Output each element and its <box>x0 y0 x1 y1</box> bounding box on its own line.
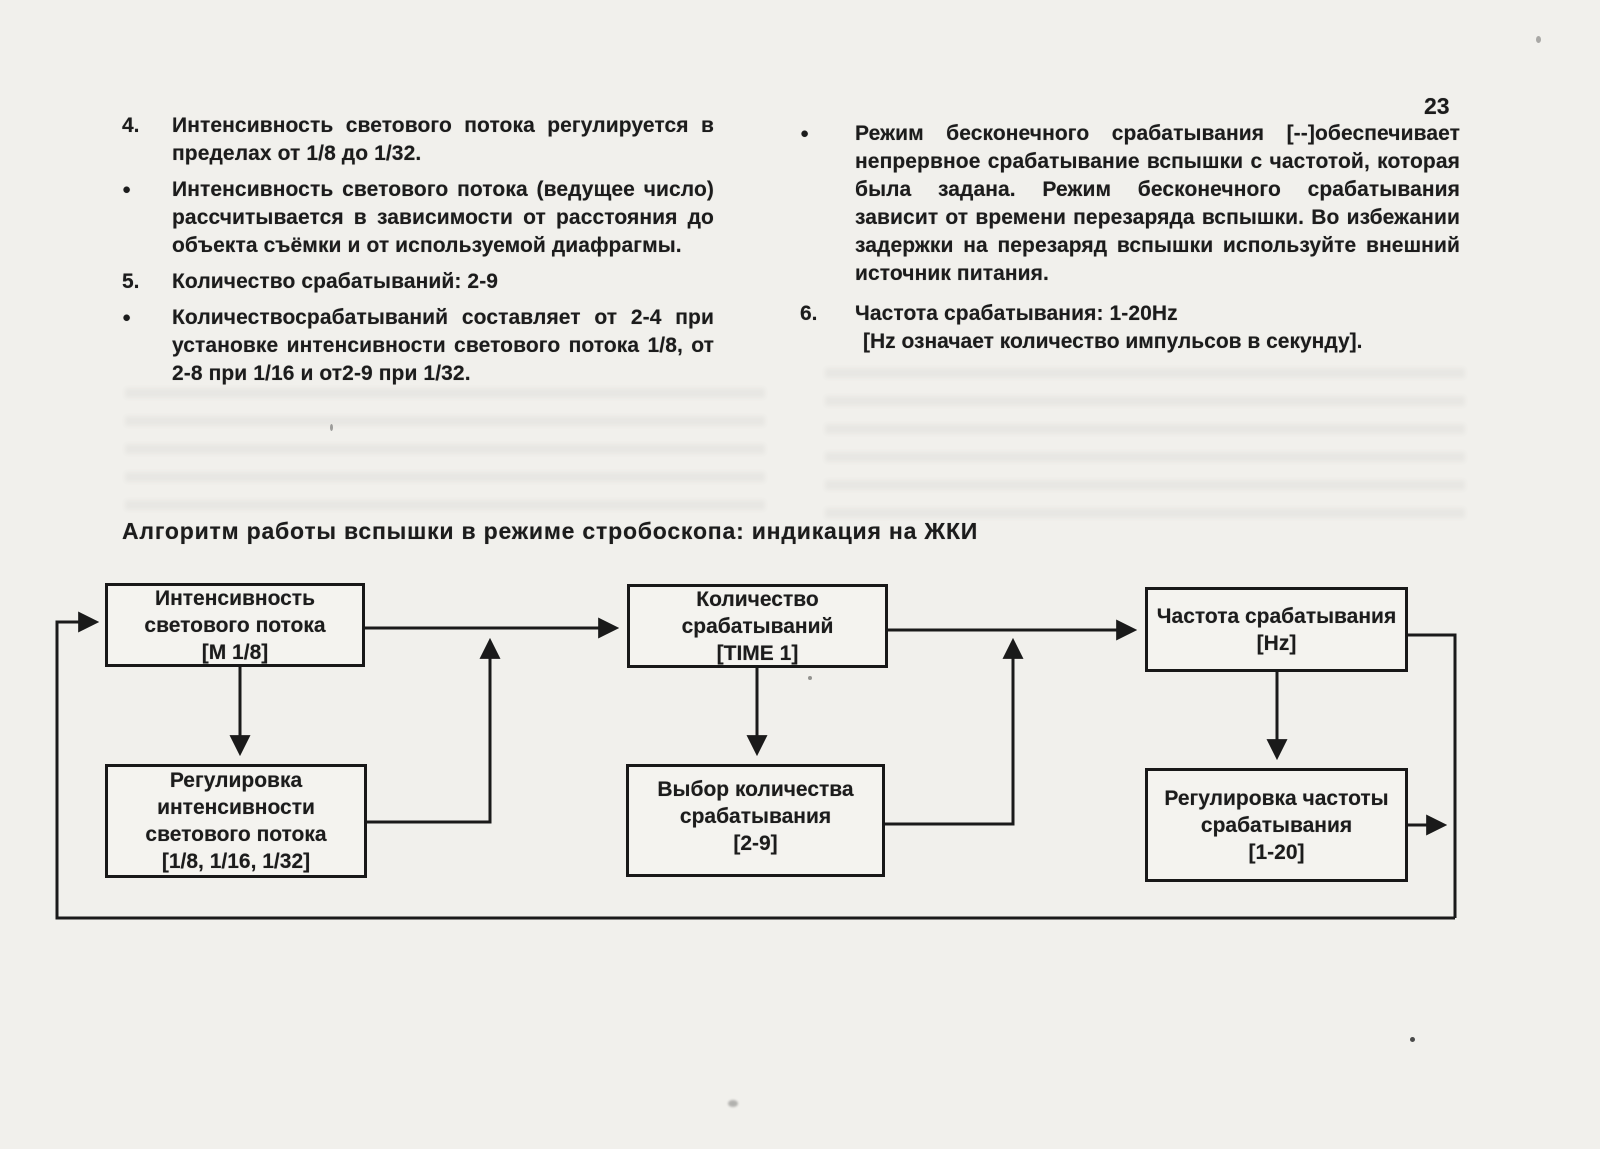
flow-box-line: [1-20] <box>1248 840 1305 864</box>
flow-box-line: Выбор количества <box>657 778 854 801</box>
flow-box-line: срабатывания <box>679 805 832 828</box>
flow-box-line: светового потока <box>144 613 326 637</box>
item-number: 4. <box>122 114 140 137</box>
item-subtext: [Hz означает количество импульсов в секунду]. <box>863 330 1363 353</box>
flow-box-line: срабатываний <box>681 614 834 638</box>
flow-box-line: интенсивности <box>157 796 315 819</box>
flow-box-line: [M 1/8] <box>201 640 269 664</box>
flow-box-line: [1/8, 1/16, 1/32] <box>161 850 311 873</box>
item-number: 5. <box>122 270 140 293</box>
flow-box-intensity <box>105 583 365 667</box>
bullet-icon: ● <box>122 309 132 326</box>
item-text: Частота срабатывания: 1-20Hz <box>855 302 1178 325</box>
flow-box-frequency <box>1145 587 1408 672</box>
bullet-icon: ● <box>800 125 810 142</box>
item-number: 6. <box>800 302 818 325</box>
flow-box-frequency-adjust <box>1145 768 1408 882</box>
flow-box-line: Регулировка частоты <box>1164 786 1389 810</box>
arrow-box4-riser <box>885 641 1013 824</box>
item-text: Количествосрабатываний составляет от 2-4 при установке интенсивности светового потока 1/8, от 2-8 при 1/16 и от2-9 при 1/32. <box>172 306 714 385</box>
item-text: Интенсивность светового потока регулируется в пределах от 1/8 до 1/32. <box>172 114 714 165</box>
flow-box-line: срабатывания <box>1200 813 1353 837</box>
diagram-title: Алгоритм работы вспышки в режиме стробоскопа: индикация на ЖКИ <box>122 518 979 544</box>
item-text: Режим бесконечного срабатывания [--]обеспечивает непрервное срабатывание вспышки с частотой, которая была задана. Режим бесконечного срабатывания зависит от времени перезаряда вспышки. Во избежании задержки на перезаряд вспышки используйте внешний источник питания. <box>855 122 1460 285</box>
flow-box-line: Количество <box>696 587 819 611</box>
flow-box-count <box>627 584 888 668</box>
flow-box-line: [2-9] <box>733 832 778 855</box>
flow-box-line: светового потока <box>145 823 327 846</box>
flow-box-intensity-adjust <box>105 764 367 878</box>
flow-box-line: Регулировка <box>169 769 303 792</box>
page-number: 23 <box>1424 93 1450 119</box>
item-text: Интенсивность светового потока (ведущее число) рассчитывается в зависимости от расстояния до объекта съёмки и от используемой диафрагмы. <box>172 178 714 257</box>
flow-box-line: Частота срабатывания <box>1156 604 1397 628</box>
item-text: Количество срабатываний: 2-9 <box>172 270 499 293</box>
flow-box-line: Интенсивность <box>154 586 316 610</box>
bullet-icon: ● <box>122 181 132 198</box>
arrow-box2-riser <box>367 641 490 822</box>
flow-box-count-select <box>626 764 885 877</box>
arrow-box5-down <box>1408 635 1455 918</box>
flow-box-line: [Hz] <box>1256 631 1297 655</box>
flow-box-line: [TIME 1] <box>716 641 799 665</box>
